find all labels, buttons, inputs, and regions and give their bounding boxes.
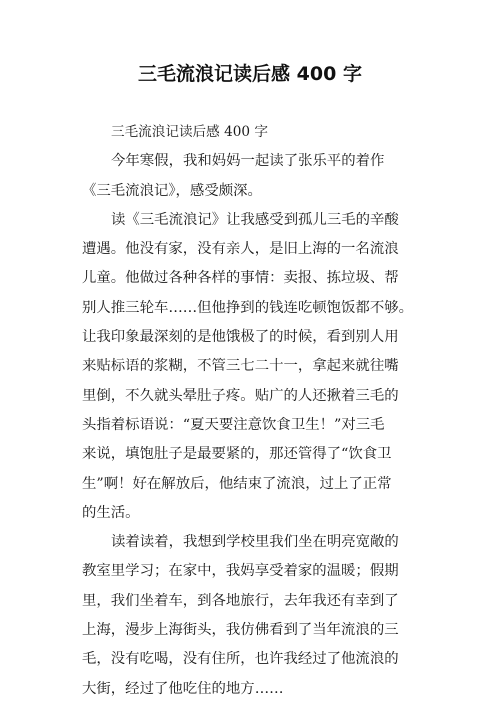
document-title: 三毛流浪记读后感 400 字	[138, 63, 362, 85]
body-line: 大街，经过了他吃住的地方……	[82, 680, 284, 697]
body-line: 读着读着，我想到学校里我们坐在明亮宽敞的	[111, 534, 399, 551]
body-line: 儿童。他做过各种各样的事情：卖报、拣垃圾、帮	[82, 270, 399, 287]
body-line: 头指着标语说：“夏天要注意饮食卫生！”对三毛	[82, 416, 385, 433]
body-line: 上海，漫步上海街头，我仿佛看到了当年流浪的三	[82, 622, 399, 639]
body-line: 《三毛流浪记》，感受颇深。	[82, 182, 262, 199]
body-line: 今年寒假，我和妈妈一起读了张乐平的着作	[111, 153, 385, 170]
body-line: 读《三毛流浪记》让我感受到孤儿三毛的辛酸	[111, 211, 399, 228]
body-line: 来说，填饱肚子是最要紧的，那还管得了“饮食卫	[82, 446, 392, 463]
body-line: 别人推三轮车……但他挣到的钱连吃顿饱饭都不够。	[82, 299, 413, 316]
document-body	[82, 118, 422, 704]
body-line: 里倒，不久就头晕肚子疼。贴广的人还揪着三毛的	[82, 387, 399, 404]
body-subtitle-line: 三毛流浪记读后感 400 字	[111, 124, 268, 140]
body-line: 毛，没有吃喝，没有住所，也许我经过了他流浪的	[82, 651, 399, 668]
body-line: 的生活。	[82, 504, 140, 521]
body-line: 遭遇。他没有家，没有亲人，是旧上海的一名流浪	[82, 241, 399, 258]
body-line: 来贴标语的浆糊，不管三七二十一，拿起来就往嘴	[82, 358, 399, 375]
body-line: 生”啊！好在解放后，他结束了流浪，过上了正常	[82, 475, 392, 492]
body-line: 里，我们坐着车，到各地旅行，去年我还有幸到了	[82, 592, 399, 609]
body-line: 让我印象最深刻的是他饿极了的时候，看到别人用	[82, 329, 399, 346]
body-line: 教室里学习；在家中，我妈享受着家的温暖；假期	[82, 563, 399, 580]
